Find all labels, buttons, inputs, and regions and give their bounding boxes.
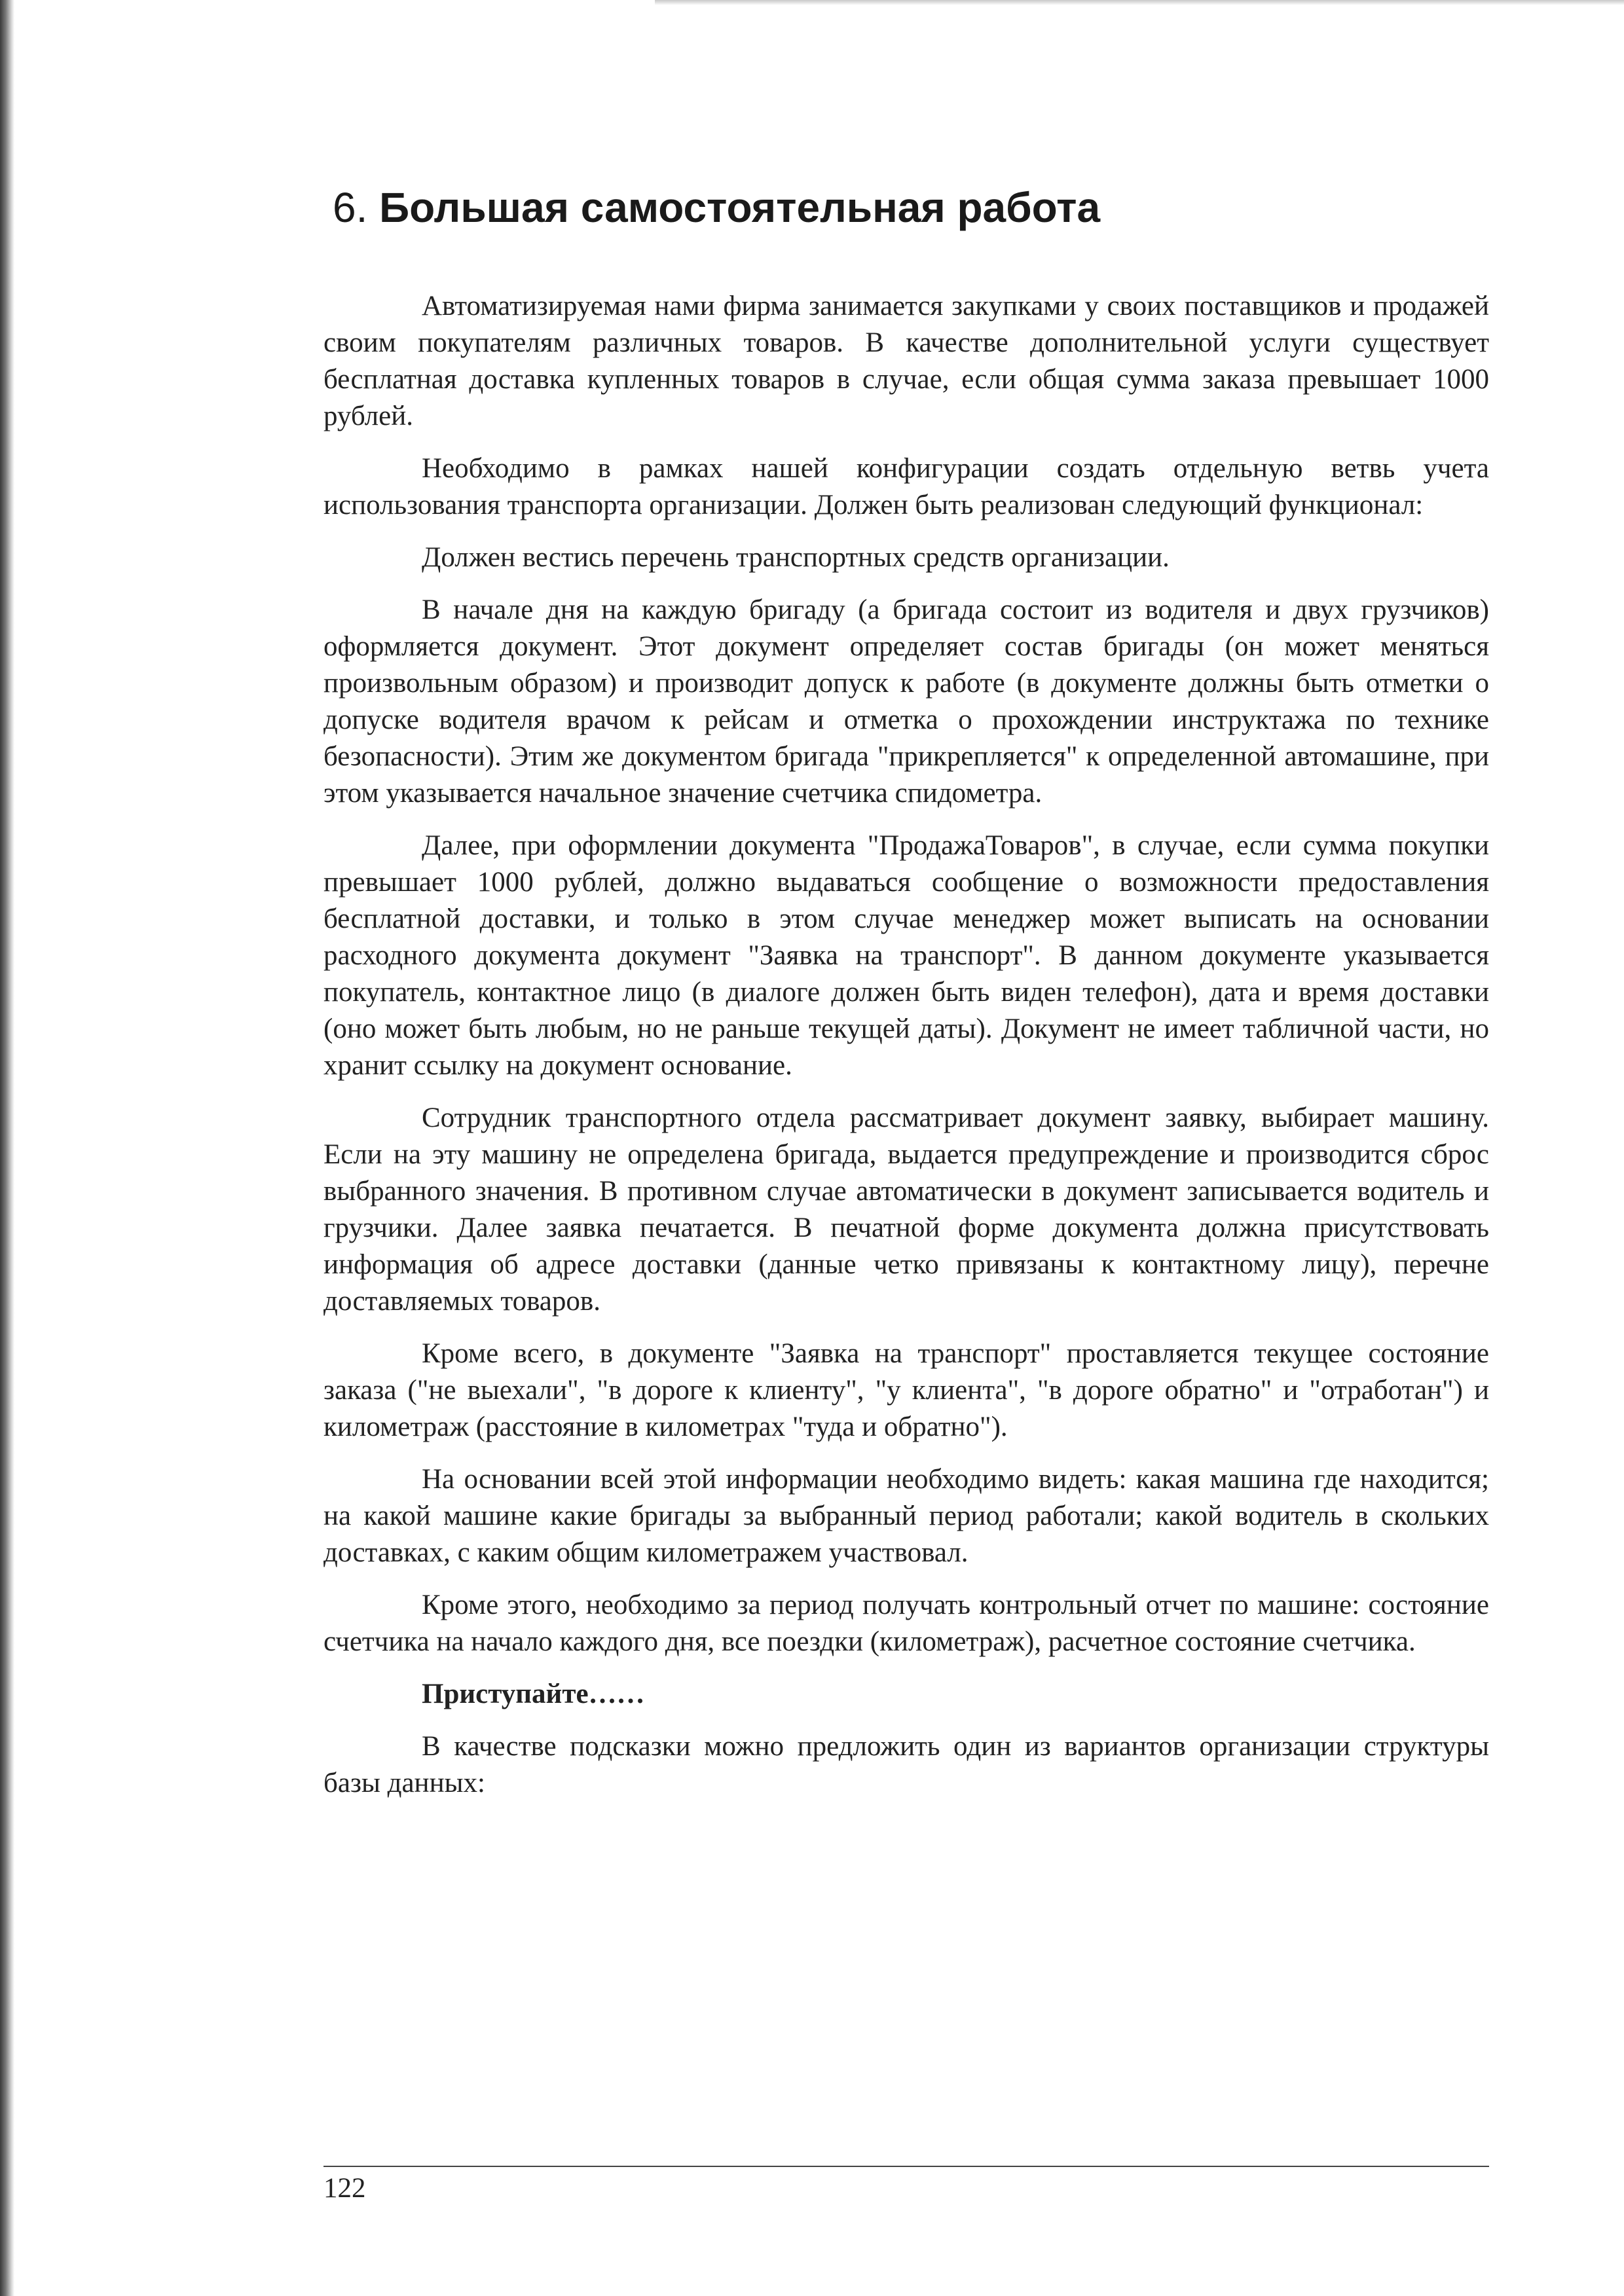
paragraph-brigade: В начале дня на каждую бригаду (а бригада состоит из водителя и двух грузчиков) оформляется документ. Этот документ определяет состав бригады (он может меняться произвольным образом) и производит допуск к работе (в документе должны быть отметки о допуске водителя врачом к рейсам и отметка о прохождении инструктажа по технике безопасности). Этим же документом бригада "прикрепляется" к определенной автомашине, при этом указывается начальное значение счетчика спидометра. — [323, 594, 1489, 809]
scan-shadow-top — [655, 0, 1624, 5]
section-title: Большая самостоятельная работа — [379, 184, 1101, 231]
section-number: 6. — [333, 184, 368, 231]
paragraph-task: Необходимо в рамках нашей конфигурации создать отдельную ветвь учета использования транспорта организации. Должен быть реализован следующий функционал: — [323, 453, 1489, 521]
scan-shadow-left — [0, 0, 14, 2296]
paragraph-sales: Далее, при оформлении документа "ПродажаТоваров", в случае, если сумма покупки превышает 1000 рублей, должно выдаваться сообщение о возможности предоставления бесплатной доставки, и только в этом случае менеджер может выписать на основании расходного документа документ "Заявка на транспорт". В данном документе указывается покупатель, контактное лицо (в диалоге должен быть виден телефон), дата и время доставки (оно может быть любым, но не раньше текущей даты). Документ не имеет табличной части, но хранит ссылку на документ основание. — [323, 830, 1489, 1082]
page-content — [323, 185, 1489, 1817]
paragraph-hint: В качестве подсказки можно предложить один из вариантов организации структуры базы данных: — [323, 1731, 1489, 1799]
paragraph-order-state: Кроме всего, в документе "Заявка на транспорт" проставляется текущее состояние заказа ("не выехали", "в дороге к клиенту", "у клиента", "в дороге обратно" и "отработан") и километраж (расстояние в километрах "туда и обратно"). — [323, 1338, 1489, 1443]
paragraph-vehicle-list: Должен вестись перечень транспортных средств организации. — [422, 542, 1170, 574]
page-number: 122 — [323, 2173, 366, 2204]
paragraph-reports: На основании всей этой информации необходимо видеть: какая машина где находится; на какой машине какие бригады за выбранный период работали; какой водитель в скольких доставках, с каким общим километражем участвовал. — [323, 1464, 1489, 1569]
paragraph-transport-dept: Сотрудник транспортного отдела рассматривает документ заявку, выбирает машину. Если на эту машину не определена бригада, выдается предупреждение и производится сброс выбранного значения. В противном случае автоматически в документ записывается водитель и грузчики. Далее заявка печатается. В печатной форме документа должна присутствовать информация об адресе доставки (данные четко привязаны к контактному лицу), перечне доставляемых товаров. — [323, 1102, 1489, 1317]
section-heading — [333, 185, 1489, 230]
paragraph-start: Приступайте…… — [422, 1679, 645, 1710]
paragraph-control-report: Кроме этого, необходимо за период получать контрольный отчет по машине: состояние счетчика на начало каждого дня, все поездки (километраж), расчетное состояние счетчика. — [323, 1590, 1489, 1658]
paragraph-intro: Автоматизируемая нами фирма занимается закупками у своих поставщиков и продажей своим покупателям различных товаров. В качестве дополнительной услуги существует бесплатная доставка купленных товаров в случае, если общая сумма заказа превышает 1000 рублей. — [323, 291, 1489, 432]
footer-rule — [323, 2166, 1489, 2167]
